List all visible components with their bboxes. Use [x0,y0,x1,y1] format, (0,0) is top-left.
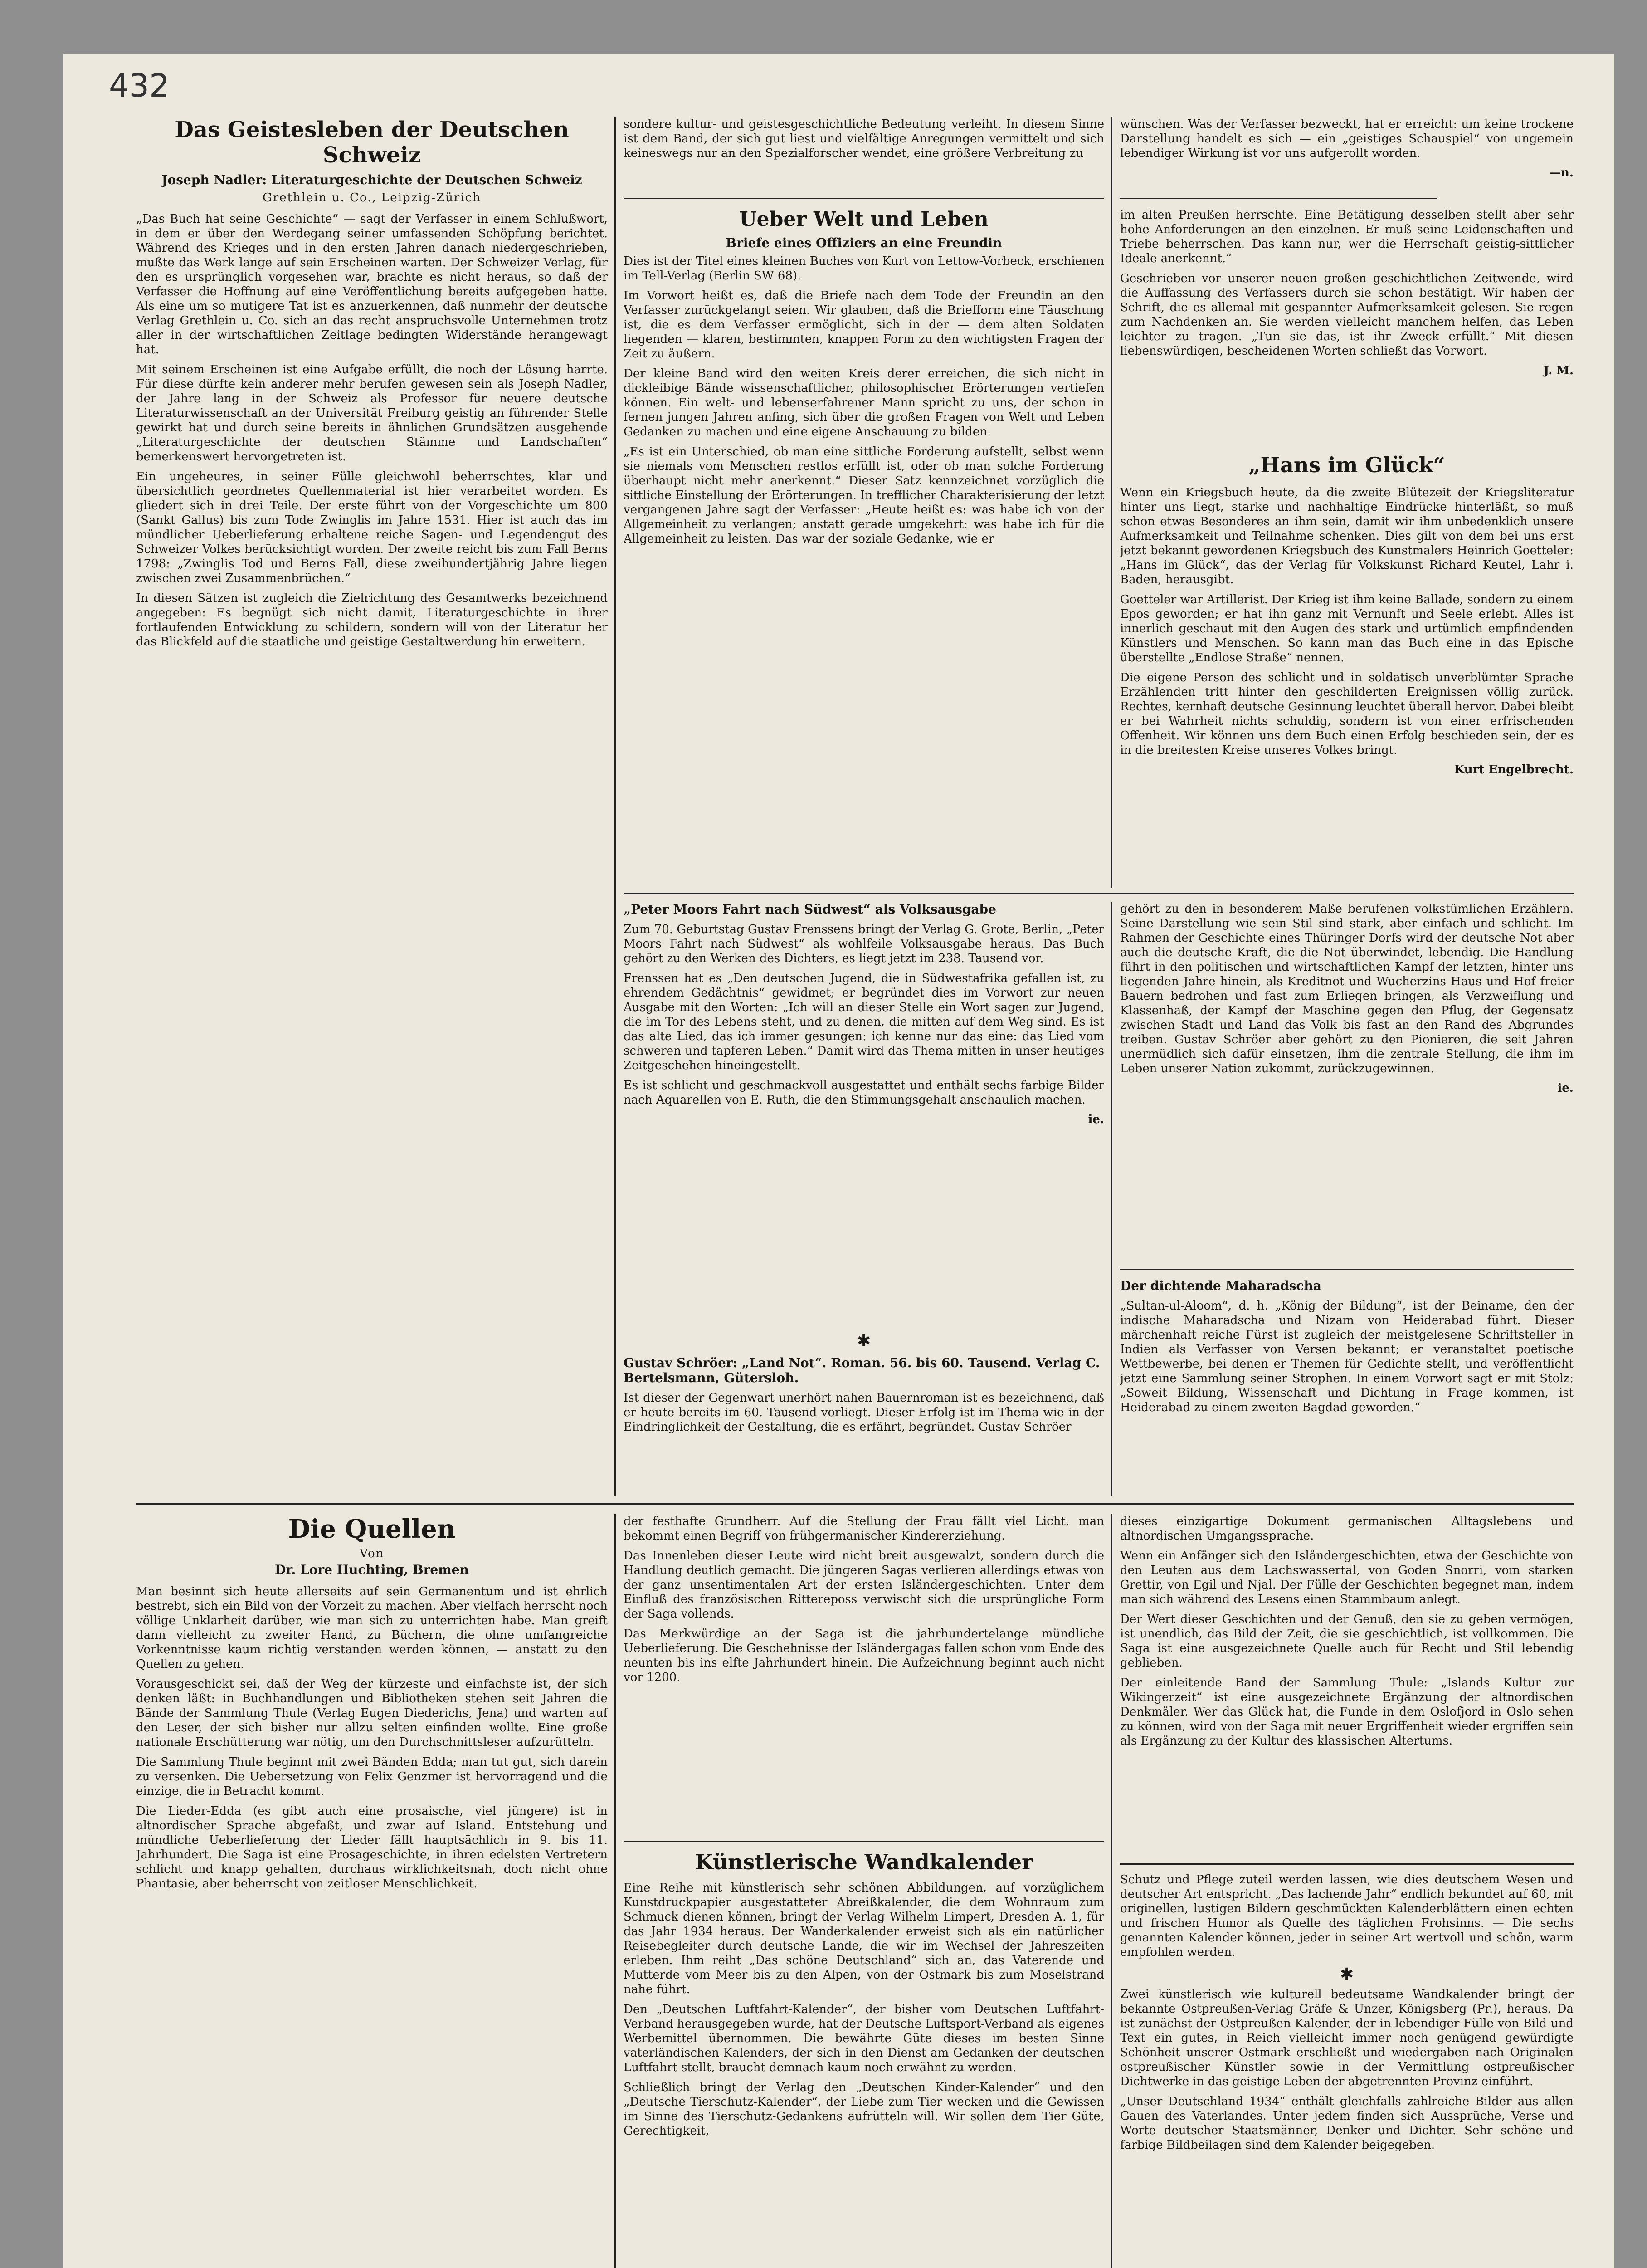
paragraph: gehört zu den in besonderem Maße berufenen volkstümlichen Erzählern. Seine Darstellung wie sein Stil sind stark, aber einfach und schlicht. Im Rahmen der Geschichte eines Thüringer Dorfs wird der deutsche Not aber auch die deutsche Kraft, die die Not überwindet, lebendig. Die Handlung führt in den politischen und wirtschaftlichen Kampf der letzten, hinter uns liegenden Jahre hinein, als Kreditnot und Wucherzins Haus und Hof freier Bauern bedrohen und fast zum Erliegen bringen, als Verzweiflung und Klassenhaß, der Kampf der Maschine gegen den Pflug, der Gegensatz zwischen Stadt und Land das Volk bis fast an den Rand des Abgrundes treiben. Gustav Schröer aber gehört zu den Pionieren, die seit Jahren unermüdlich sich dafür einsetzen, ihm die zentrale Stellung, die ihm im Leben unserer Nation zukommt, zurückzugewinnen. [1120,902,1574,1075]
paragraph: dieses einzigartige Dokument germanischen Alltagslebens und altnordischen Umgangssprache. [1120,1515,1574,1543]
paragraph: wünschen. Was der Verfasser bezweckt, hat er erreicht: um keine trockene Darstellung handelt es sich — ein „geistiges Schauspiel“ von ungemein lebendiger Wirkung ist vor uns aufgerollt worden. [1120,117,1574,160]
paragraph: Der einleitende Band der Sammlung Thule: „Islands Kultur zur Wikingerzeit“ ist eine ausgezeichnete Ergänzung der altnordischen Denkmäler. Wer das Glück hat, die Funde in dem Oslofjord in Oslo sehen zu können, wird von der Saga mit neuer Ergriffenheit wieder ergriffen sein als Ergänzung zu der Kultur des klassischen Altertums. [1120,1676,1574,1748]
article-wandkalender [624,1850,1104,2268]
article-land-not [624,1355,1104,1491]
paragraph: Zum 70. Geburtstag Gustav Frenssens bringt der Verlag G. Grote, Berlin, „Peter Moors Fahrt nach Südwest“ als wohlfeile Volksausgabe heraus. Das Buch gehört zu den Werken des Dichters, es liegt jetzt im 238. Tausend vor. [624,923,1104,965]
signature: J. M. [1543,364,1574,377]
paragraph: Wenn ein Kriegsbuch heute, da die zweite Blütezeit der Kriegsliteratur hinter uns liegt, starke und nachhaltige Eindrücke hinterläßt, so muß schon etwas Besonderes an ihm sein, damit wir ihm unbedenklich unsere Aufmerksamkeit und Teilnahme schenken. Dies gilt von dem bei uns erst jetzt bekannt gewordenen Kriegsbuch des Kunstmalers Heinrich Goetteler: „Hans im Glück“, das der Verlag für Volkskunst Richard Keutel, Lahr i. Baden, herausgibt. [1120,486,1574,587]
paragraph: Ein ungeheures, in seiner Fülle gleichwohl beherrschtes, klar und übersichtlich geordnetes Quellenmaterial ist hier verarbeitet worden. Es gliedert sich in drei Teile. Der erste führt von der Vorgeschichte um 800 (Sankt Gallus) bis zum Tode Zwinglis im Jahre 1531. Hier ist auch das im mündlicher Ueberlieferung erhaltene reiche Sagen- und Legendengut des Schweizer Volkes berücksichtigt worden. Der zweite reicht bis zum Fall Berns 1798: „Zwinglis Tod und Berns Fall, diese zweihundertjährig Jahre liegen zwischen zwei Zusammenbrüchen.“ [136,470,608,585]
paragraph: Im Vorwort heißt es, daß die Briefe nach dem Tode der Freundin an den Verfasser zurückgelangt seien. Wir glauben, daß die Briefform eine Täuschung ist, die es dem Verfasser ermöglicht, sich in der — dem alten Soldaten liegenden — klaren, bestimmten, knappen Form zu den wichtigsten Fragen der Zeit zu äußern. [624,289,1104,361]
paragraph: Die Sammlung Thule beginnt mit zwei Bänden Edda; man tut gut, sich darein zu versenken. Die Uebersetzung von Felix Genzmer ist hervorragend und die einzige, die in Betracht kommt. [136,1755,608,1798]
section-rule [624,198,1104,199]
paragraph: Zwei künstlerisch wie kulturell bedeutsame Wandkalender bringt der bekannte Ostpreußen-Verlag Gräfe & Unzer, Königsberg (Pr.), heraus. Da ist zunächst der Ostpreußen-Kalender, der in lebendiger Fülle von Bild und Text ein gutes, in Reich vielleicht immer noch genügend gewürdigte Schönheit unserer Ostmark erschließt und wiedergaben nach Originalen ostpreußischer Künstler sowie in der Vermittlung ostpreußischer Dichtwerke in das geistige Leben der abgetrennten Provinz einführt. [1120,1988,1574,2088]
paragraph: Frenssen hat es „Den deutschen Jugend, die in Südwestafrika gefallen ist, zu ehrendem Gedächtnis“ gewidmet; er begründet dies im Vorwort zur neuen Ausgabe mit den Worten: „Ich will an dieser Stelle ein Wort sagen zur Jugend, die im Tor des Lebens steht, und zu denen, die mitten auf dem Weg sind. Es ist das alte Lied, das ich immer gesungen: ich kenne nur das eine: das Lied vom schweren und tapferen Leben.“ Damit wird das Thema mitten in unser heutiges Zeitgeschehen hineingestellt. [624,972,1104,1072]
column-rule [614,1514,616,2268]
article-welt-und-leben [624,208,1104,879]
section-separator-icon: ✱ [1340,1965,1354,1984]
paragraph: Wenn ein Anfänger sich den Isländergeschichten, etwa der Geschichte von den Leuten aus dem Lachswassertal, von Goden Snorri, vom starken Grettir, von Egil und Njal. Der Fülle der Geschichten begegnet man, indem man sich während des Lesens einen Stammbaum anlegt. [1120,1549,1574,1606]
column-rule [1111,117,1112,888]
section-rule [624,893,1574,894]
article-welt-und-leben-cont [1120,208,1574,439]
signature: ie. [1557,1081,1574,1095]
article-die-quellen-cont [624,1514,1104,1832]
paragraph: Den „Deutschen Luftfahrt-Kalender“, der bisher vom Deutschen Luftfahrt-Verband herausgegeben wurde, hat der Deutsche Luftsport-Verband als eigenes Werbemittel übernommen. Die bewährte Güte dieses im besten Sinne vaterländischen Kalenders, der sich in den Dienst am Gedanken der deutschen Luftfahrt stellt, braucht demnach kaum noch erwähnt zu werden. [624,2003,1104,2074]
paragraph: Schließlich bringt der Verlag den „Deutschen Kinder-Kalender“ und den „Deutsche Tierschutz-Kalender“, der Liebe zum Tier wecken und die Gewissen im Sinne des Tierschutz-Gedankens aufrütteln will. Wir sollen dem Tier Güte, Gerechtigkeit, [624,2081,1104,2138]
newspaper-page [63,54,1614,2268]
paragraph: Der Wert dieser Geschichten und der Genuß, den sie zu geben vermögen, ist unendlich, das Bild der Zeit, die sie geschichtlich, ist vollkommen. Die Saga ist eine ausgezeichnete Quelle auch für Recht und Stil lebendig geblieben. [1120,1613,1574,1670]
column-rule [1111,902,1112,1496]
paragraph: Das Merkwürdige an der Saga ist die jahrhundertelange mündliche Ueberlieferung. Die Geschehnisse der Isländergagas fallen schon vom Ende des neunten bis ins elfte Jahrhundert hinein. Die Aufzeichnung beginnt auch nicht vor 1200. [624,1627,1104,1684]
paragraph: „Es ist ein Unterschied, ob man eine sittliche Forderung aufstellt, selbst wenn sie niemals vom Menschen restlos erfüllt ist, oder ob man solche Forderung überhaupt nicht mehr anerkennt.“ Dieser Satz kennzeichnet vorzüglich die sittliche Einstellung der Erörterungen. In trefflicher Charakterisierung der letzt vergangenen Jahre sagt der Verfasser: „Heute heißt es: was habe ich von der Allgemeinheit zu verlangen; anstatt gerade umgekehrt: was habe ich für die Allgemeinheit zu leisten. Das war der soziale Gedanke, wie er [624,445,1104,546]
signature: ie. [1088,1113,1104,1126]
paragraph: „Das Buch hat seine Geschichte“ — sagt der Verfasser in einem Schlußwort, in dem er über den Werdegang seiner umfassenden Schöpfung berichtet. Während des Krieges und in den ersten Jahren danach niedergeschrieben, mußte das Werk lange auf sein Erscheinen warten. Der Schweizer Verlag, für den es ursprünglich vorgesehen war, brachte es nicht heraus, so daß der Verfasser die Hoffnung auf eine Veröffentlichung bereits aufgegeben hatte. Als eine um so mutigere Tat ist es anzuerkennen, daß nunmehr der deutsche Verlag Grethlein u. Co. sich an das recht anspruchsvolle Unternehmen trotz aller in der wirtschaftlichen Zeitlage bedingten Widerstände herangewagt hat. [136,212,608,357]
paragraph: Der kleine Band wird den weiten Kreis derer erreichen, die sich nicht in dickleibige Bände wissenschaftlicher, philosophischer Erörterungen vertiefen können. Ein welt- und lebenserfahrener Mann spricht zu uns, der schon in fernen jungen Jahren anfing, sich über die großen Fragen von Welt und Leben Gedanken zu machen und eine eigene Anschauung zu bilden. [624,367,1104,439]
article-hans-im-glueck [1120,453,1574,879]
section-rule [1120,198,1437,199]
paragraph: Goetteler war Artillerist. Der Krieg ist ihm keine Ballade, sondern zu einem Epos geworden; er hat ihn ganz mit Vernunft und Seele erlebt. Alles ist innerlich geschaut mit den Augen des stark und urtümlich empfindenden Künstlers und Menschen. So kann man das Buch eine in das Epische überstellte „Endlose Straße“ nennen. [1120,593,1574,665]
paragraph: „Unser Deutschland 1934“ enthält gleichfalls zahlreiche Bilder aus allen Gauen des Vaterlandes. Unter jedem finden sich Aussprüche, Verse und Worte deutscher Staatsmänner, Denker und Dichter. Sehr schöne und farbige Bildbeilagen sind dem Kalender beigegeben. [1120,2095,1574,2152]
section-separator-icon: ✱ [857,1332,871,1350]
paragraph: Ist dieser der Gegenwart unerhört nahen Bauernroman ist es bezeichnend, daß er heute bereits im 60. Tausend vorliegt. Dieser Erfolg ist im Thema wie in der Eindringlichkeit der Gestaltung, die es erfährt, begründet. Gustav Schröer [624,1391,1104,1434]
article-die-quellen [136,1514,608,2268]
paragraph: „Sultan-ul-Aloom“, d. h. „König der Bildung“, ist der Beiname, den der indische Maharadscha und Nizam von Heiderabad führt. Dieser märchenhaft reiche Fürst ist zugleich der meistgelesene Schriftsteller in Indien als Verfasser von Versen bekannt; er veranstaltet poetische Wettbewerbe, bei denen er Themen für Gedichte stellt, und veröffentlicht jetzt eine Sammlung seiner Strophen. In einem Vorwort sagt er mit Stolz: „Soweit Bildung, Wissenschaft und Dichtung in Frage kommen, ist Heiderabad zu einem zweiten Bagdad geworden.“ [1120,1299,1574,1414]
article-wandkalender-cont [1120,1872,1574,2268]
column-rule [614,117,616,1496]
article-title: Der dichtende Maharadscha [1120,1278,1321,1293]
article-title: „Peter Moors Fahrt nach Südwest“ als Volksausgabe [624,902,996,917]
article-geistesleben-end [1120,117,1574,194]
article-title: Gustav Schröer: „Land Not“. Roman. 56. bis 60. Tausend. Verlag C. Bertelsmann, Gütersloh. [624,1355,1100,1385]
section-rule [1120,1863,1574,1865]
paragraph: Die Lieder-Edda (es gibt auch eine prosaische, viel jüngere) ist in altnordischer Sprache abgefaßt, und zwar auf Island. Entstehung und mündliche Ueberlieferung der Lieder fällt hauptsächlich in 9. bis 11. Jahrhundert. Die Saga ist eine Prosageschichte, in ihren edelsten Vertretern schlicht und knapp gehalten, durchaus wirklichkeitsnah, doch nicht ohne Phantasie, aber beherrscht von zeitloser Menschlichkeit. [136,1804,608,1891]
signature: —n. [1549,166,1574,180]
article-peter-moor [624,902,1104,1324]
article-title: Das Geistesleben der Deutschen Schweiz [175,117,569,168]
article-publisher: Grethlein u. Co., Leipzig-Zürich [263,191,481,205]
article-byline-von: Von [359,1547,385,1560]
article-land-not-cont [1120,902,1574,1260]
article-maharadscha [1120,1278,1574,1496]
section-rule-major [136,1503,1574,1505]
paragraph: Vorausgeschickt sei, daß der Weg der kürzeste und einfachste ist, der sich denken läßt: in Buchhandlungen und Bibliotheken stehen seit Jahren die Bände der Sammlung Thule (Verlag Eugen Diederichs, Jena) und warten auf den Leser, der sich bisher nur allzu selten einfinden wollte. Eine große nationale Erschütterung war nötig, um den Durchschnittsleser aufzurütteln. [136,1677,608,1749]
section-rule [1120,1269,1574,1270]
paragraph: Eine Reihe mit künstlerisch sehr schönen Abbildungen, auf vorzüglichem Kunstdruckpapier ausgestatteter Abreißkalender, die dem Wohnraum zum Schmuck dienen können, bringt der Verlag Wilhelm Limpert, Dresden A. 1, für das Jahr 1934 heraus. Der Wanderkalender erweist sich als ein natürlicher Reisebegleiter durch deutsche Lande, die wir im Wechsel der Jahreszeiten erleben. Ihm reiht „Das schöne Deutschland“ sich an, das Vaterende und Mutterde vom Meer bis zu den Alpen, von der Ostmark bis zum Moselstrand nahe führt. [624,1881,1104,1996]
page-number: 432 [109,67,170,104]
paragraph: Mit seinem Erscheinen ist eine Aufgabe erfüllt, die noch der Lösung harrte. Für diese dürfte kein anderer mehr berufen gewesen sein als Joseph Nadler, der Jahre lang in der Schweiz als Professor für neuere deutsche Literaturwissenschaft an der Universität Freiburg geistig an führender Stelle gewirkt hat und durch seine bereits in ähnlichen Grundsätzen ausgehende „Literaturgeschichte der deutschen Stämme und Landschaften“ bemerkenswert hervorgetreten ist. [136,363,608,464]
paragraph: sondere kultur- und geistesgeschichtliche Bedeutung verleiht. In diesem Sinne ist dem Band, der sich gut liest und vielfältige Anregungen vermittelt und sich keineswegs nur an den Spezialforscher wendet, eine größere Verbreitung zu [624,117,1104,160]
article-subtitle: Joseph Nadler: Literaturgeschichte der Deutschen Schweiz [161,172,582,187]
paragraph: im alten Preußen herrschte. Eine Betätigung desselben stellt aber sehr hohe Anforderungen an den einzelnen. Er muß seine Leidenschaften und Triebe beherrschen. Das kann nur, wer die Herrschaft geistig-sittlicher Ideale anerkennt.“ [1120,208,1574,265]
article-title: Die Quellen [288,1514,456,1544]
article-title: „Hans im Glück“ [1248,453,1445,477]
article-title: Ueber Welt und Leben [739,208,989,231]
paragraph: Man besinnt sich heute allerseits auf sein Germanentum und ist ehrlich bestrebt, sich ein Bild von der Vorzeit zu machen. Aber vielfach herrscht noch völlige Unklarheit darüber, wie man sich zu unterrichten habe. Man greift dann vielleicht zu zweiter Hand, zu Büchern, die ohne umfangreiche Vorkenntnisse kaum richtig verstanden werden können, — anstatt zu den Quellen zu gehen. [136,1585,608,1671]
article-geistesleben-cont [624,117,1104,194]
paragraph: Geschrieben vor unserer neuen großen geschichtlichen Zeitwende, wird die Auffassung des Verfassers durch sie schon bestätigt. Wir haben der Schrift, die es allemal mit gespannter Aufmerksamkeit gelesen. Sie regen zum Nachdenken an. Sie werden vielleicht manchem helfen, das Leben leichter zu tragen. „Tun sie das, ist ihr Zweck erfüllt.“ Mit diesen liebenswürdigen, bescheidenen Worten schließt das Vorwort. [1120,272,1574,358]
article-die-quellen-end [1120,1514,1574,1850]
article-title: Künstlerische Wandkalender [695,1850,1033,1874]
paragraph: Dies ist der Titel eines kleinen Buches von Kurt von Lettow-Vorbeck, erschienen im Tell-Verlag (Berlin SW 68). [624,254,1104,283]
paragraph: Schutz und Pflege zuteil werden lassen, wie dies deutschem Wesen und deutscher Art entspricht. „Das lachende Jahr“ endlich bekundet auf 60, mit originellen, lustigen Bildern geschmückten Kalenderblättern einen echten und frischen Humor als Quelle des täglichen Frohsinns. — Die sechs genannten Kalender können, jeder in seiner Art wertvoll und schön, warm empfohlen werden. [1120,1873,1574,1959]
article-geistesleben [136,117,608,1473]
signature: Kurt Engelbrecht. [1454,763,1574,777]
column-rule [1111,1514,1112,2268]
article-author: Dr. Lore Huchting, Bremen [275,1562,469,1577]
paragraph: Das Innenleben dieser Leute wird nicht breit ausgewalzt, sondern durch die Handlung deutlich gemacht. Die jüngeren Sagas verlieren allerdings etwas von der ganz unsentimentalen Art der ersten Isländergeschichten. Unter dem Einfluß des französischen Rittereposs verwischt sich die ursprüngliche Form der Saga vollends. [624,1549,1104,1621]
paragraph: Es ist schlicht und geschmackvoll ausgestattet und enthält sechs farbige Bilder nach Aquarellen von E. Ruth, die den Stimmungsgehalt anschaulich machen. [624,1079,1104,1107]
section-rule [624,1841,1104,1842]
paragraph: In diesen Sätzen ist zugleich die Zielrichtung des Gesamtwerks bezeichnend angegeben: Es begnügt sich nicht damit, Literaturgeschichte in ihrer fortlaufenden Entwicklung zu schildern, sondern will von der Literatur her das Blickfeld auf die staatliche und geistige Gestaltwerdung hin erweitern. [136,591,608,649]
article-subtitle: Briefe eines Offiziers an eine Freundin [726,235,1002,250]
paragraph: der festhafte Grundherr. Auf die Stellung der Frau fällt viel Licht, man bekommt einen Begriff von frühgermanischer Kindererziehung. [624,1515,1104,1543]
paragraph: Die eigene Person des schlicht und in soldatisch unverblümter Sprache Erzählenden tritt hinter den geschilderten Ereignissen völlig zurück. Rechtes, kernhaft deutsche Gesinnung leuchtet überall hervor. Dabei bleibt er bei Wahrheit nichts schuldig, sondern ist von einer erfrischenden Offenheit. Wir können uns dem Buch einen Erfolg beschieden sein, der es in die breitesten Kreise unseres Volkes bringt. [1120,671,1574,757]
